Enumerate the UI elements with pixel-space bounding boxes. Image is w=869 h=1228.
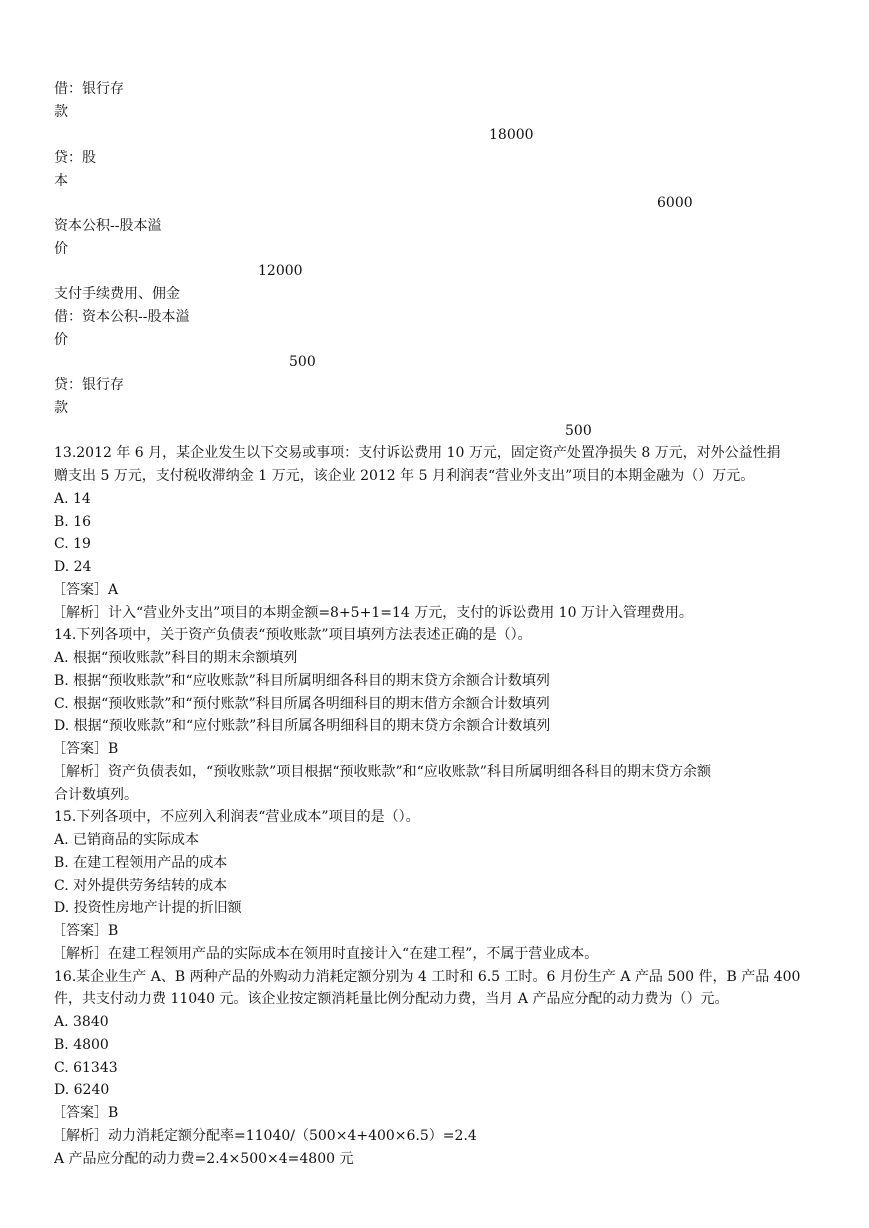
entry-amount: 500 xyxy=(565,423,592,439)
option-a: A. 已销商品的实际成本 xyxy=(54,832,200,848)
entry-line: 借：资本公积--股本溢 xyxy=(54,309,190,325)
answer: ［答案］B xyxy=(52,741,119,757)
question-stem: 赠支出 5 万元，支付税收滞纳金 1 万元，该企业 2012 年 5 月利润表“营业外支出”项目的本期金融为（）万元。 xyxy=(54,468,755,484)
option-c: C. 对外提供劳务结转的成本 xyxy=(54,878,228,894)
question-stem: 13.2012 年 6 月，某企业发生以下交易或事项：支付诉讼费用 10 万元，固定资产处置净损失 8 万元，对外公益性捐 xyxy=(54,445,781,461)
entry-line: 本 xyxy=(54,173,68,189)
analysis: ［解析］资产负债表如，“预收账款”项目根据“预收账款”和“应收账款”科目所属明细各科目的期末贷方余额 xyxy=(52,764,711,780)
entry-line: 价 xyxy=(54,332,68,348)
question-stem: 14.下列各项中，关于资产负债表“预收账款”项目填列方法表述正确的是（）。 xyxy=(54,627,532,643)
analysis: 合计数填列。 xyxy=(54,787,138,803)
option-b: B. 16 xyxy=(54,514,92,530)
entry-amount: 6000 xyxy=(657,195,693,211)
entry-line: 贷：股 xyxy=(54,150,96,166)
entry-line: 资本公积--股本溢 xyxy=(54,218,162,234)
option-a: A. 3840 xyxy=(54,1014,109,1030)
option-b: B. 在建工程领用产品的成本 xyxy=(54,855,228,871)
entry-line: 款 xyxy=(54,104,68,120)
option-a: A. 根据“预收账款”科目的期末余额填列 xyxy=(54,650,298,666)
option-c: C. 19 xyxy=(54,536,91,552)
option-b: B. 4800 xyxy=(54,1037,109,1053)
option-c: C. 根据“预收账款”和“预付账款”科目所属各明细科目的期末借方余额合计数填列 xyxy=(54,696,550,712)
option-c: C. 61343 xyxy=(54,1060,118,1076)
analysis: A 产品应分配的动力费=2.4×500×4=4800 元 xyxy=(54,1151,354,1167)
answer: ［答案］B xyxy=(52,1105,119,1121)
entry-line: 价 xyxy=(54,241,68,257)
question-stem: 件，共支付动力费 11040 元。该企业按定额消耗量比例分配动力费，当月 A 产品应分配的动力费为（）元。 xyxy=(54,991,729,1007)
entry-amount: 18000 xyxy=(489,127,534,143)
option-a: A. 14 xyxy=(54,491,91,507)
option-d: D. 投资性房地产计提的折旧额 xyxy=(54,900,242,916)
option-d: D. 根据“预收账款”和“应付账款”科目所属各明细科目的期末贷方余额合计数填列 xyxy=(54,718,551,734)
option-d: D. 6240 xyxy=(54,1082,110,1098)
entry-line: 款 xyxy=(54,400,68,416)
question-stem: 16.某企业生产 A、B 两种产品的外购动力消耗定额分别为 4 工时和 6.5 工时。6 月份生产 A 产品 500 件，B 产品 400 xyxy=(54,969,801,985)
analysis: ［解析］动力消耗定额分配率=11040/（500×4+400×6.5）=2.4 xyxy=(52,1128,477,1144)
analysis: ［解析］计入“营业外支出”项目的本期金额=8+5+1=14 万元，支付的诉讼费用 10 万计入管理费用。 xyxy=(52,605,693,621)
option-b: B. 根据“预收账款”和“应收账款”科目所属明细各科目的期末贷方余额合计数填列 xyxy=(54,673,550,689)
answer: ［答案］B xyxy=(52,923,119,939)
question-stem: 15.下列各项中，不应列入利润表“营业成本”项目的是（）。 xyxy=(54,809,420,825)
option-d: D. 24 xyxy=(54,559,92,575)
entry-line: 贷：银行存 xyxy=(54,377,124,393)
entry-line: 支付手续费用、佣金 xyxy=(54,286,180,302)
entry-line: 借：银行存 xyxy=(54,81,124,97)
answer: ［答案］A xyxy=(52,582,119,598)
entry-amount: 500 xyxy=(289,354,316,370)
analysis: ［解析］在建工程领用产品的实际成本在领用时直接计入“在建工程”，不属于营业成本。 xyxy=(52,946,599,962)
entry-amount: 12000 xyxy=(258,263,303,279)
